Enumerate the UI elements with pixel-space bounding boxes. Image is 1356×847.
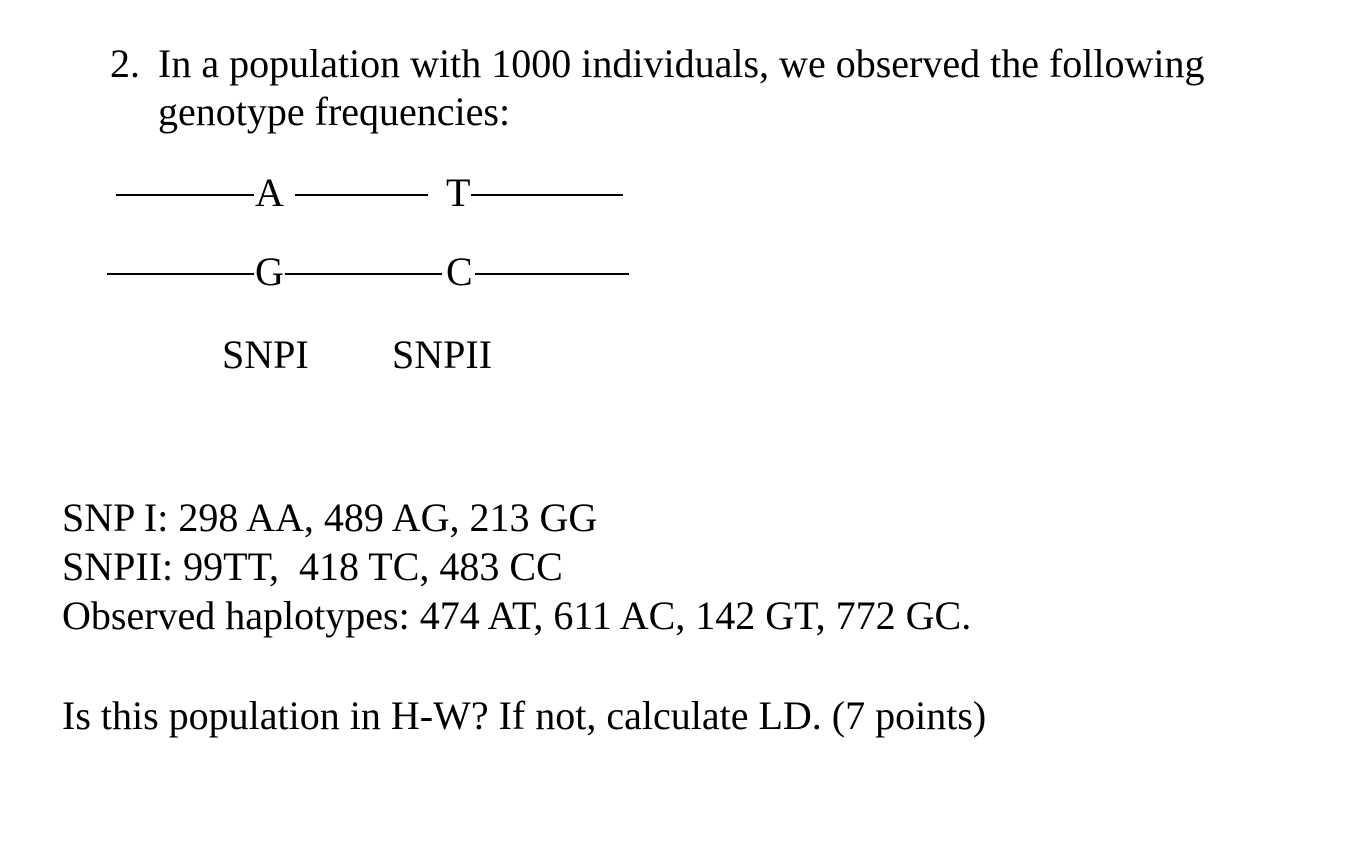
observed-haplotypes: Observed haplotypes: 474 AT, 611 AC, 142 GT, 772 GC. [62, 593, 972, 638]
chromosome-1-segment-right [471, 194, 623, 196]
chromosome-2-snp1-allele: G [255, 249, 284, 294]
snp1-genotype-counts: SNP I: 298 AA, 489 AG, 213 GG [62, 495, 598, 540]
question-text-line-1: In a population with 1000 individuals, we observed the following [158, 41, 1205, 86]
question-prompt: Is this population in H-W? If not, calculate LD. (7 points) [62, 693, 987, 738]
chromosome-2-snp2-allele: C [446, 249, 473, 294]
chromosome-1-snp1-allele: A [255, 170, 284, 215]
snp1-label: SNPI [222, 332, 309, 377]
chromosome-1-segment-middle [295, 194, 428, 196]
snp2-genotype-counts: SNPII: 99TT, 418 TC, 483 CC [62, 544, 563, 589]
chromosome-1-snp2-allele: T [446, 170, 471, 215]
question-text-line-2: genotype frequencies: [158, 89, 511, 134]
snp2-label: SNPII [392, 332, 493, 377]
question-number: 2. [110, 41, 140, 86]
chromosome-2-segment-left [107, 273, 254, 275]
chromosome-2-segment-right [475, 273, 629, 275]
chromosome-1-segment-left [116, 194, 254, 196]
chromosome-2-segment-middle [285, 273, 442, 275]
